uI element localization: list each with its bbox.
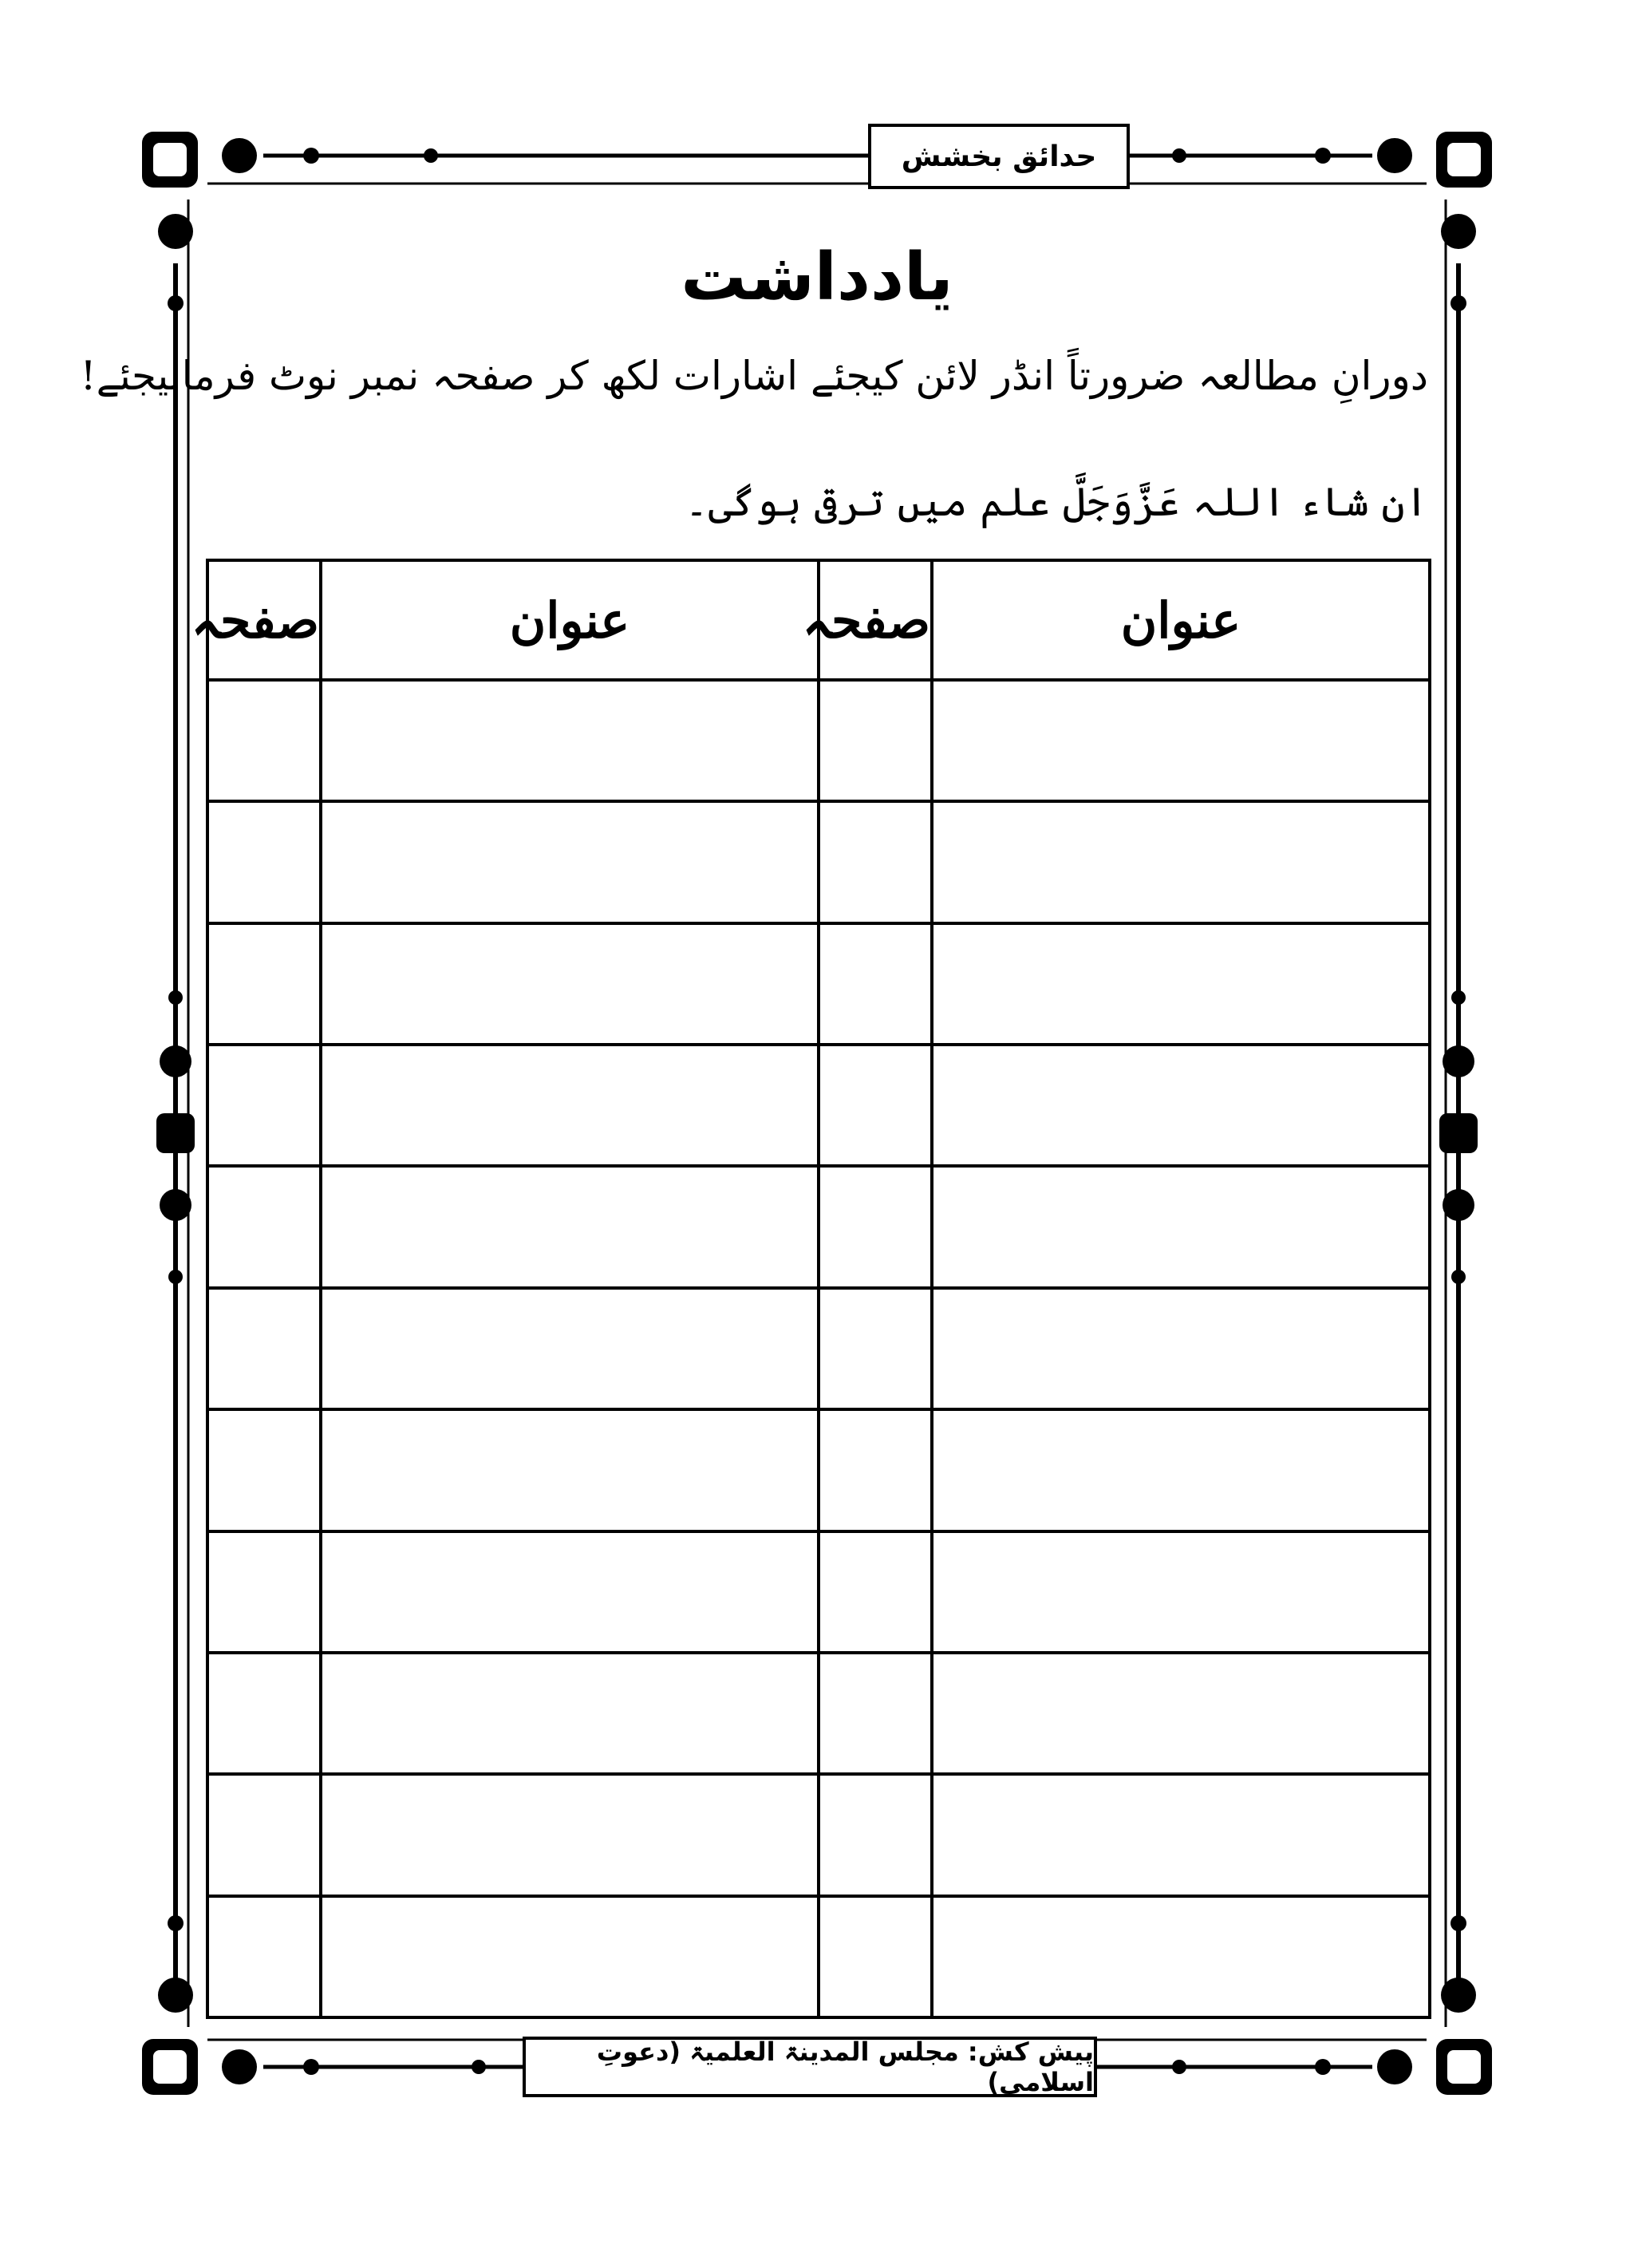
table-cell[interactable] <box>321 1045 819 1166</box>
table-cell[interactable] <box>819 680 932 801</box>
table-row <box>207 1166 1430 1287</box>
table-cell[interactable] <box>819 1896 932 2017</box>
table-cell[interactable] <box>321 801 819 923</box>
table-cell[interactable] <box>819 1531 932 1653</box>
table-row <box>207 1045 1430 1166</box>
table-cell[interactable] <box>819 1288 932 1409</box>
table-cell[interactable] <box>321 1774 819 1895</box>
column-header-page-right: صفحہ <box>819 560 932 680</box>
table-cell[interactable] <box>321 680 819 801</box>
table-cell[interactable] <box>207 1288 321 1409</box>
column-header-page-left: صفحہ <box>207 560 321 680</box>
table-cell[interactable] <box>932 1166 1430 1287</box>
table-cell[interactable] <box>321 1409 819 1531</box>
table-cell[interactable] <box>932 680 1430 801</box>
table-cell[interactable] <box>932 1531 1430 1653</box>
table-cell[interactable] <box>932 923 1430 1045</box>
table-cell[interactable] <box>207 1531 321 1653</box>
column-header-title-left: عنوان <box>321 560 819 680</box>
table-row <box>207 1288 1430 1409</box>
table-cell[interactable] <box>321 1653 819 1774</box>
publisher-box: پیش کش: مجلس المدینۃ العلمیۃ (دعوتِ اسلامی) <box>523 2037 1097 2097</box>
page-title: یادداشت <box>681 239 953 315</box>
table-cell[interactable] <box>207 1774 321 1895</box>
table-cell[interactable] <box>207 1896 321 2017</box>
table-cell[interactable] <box>932 1288 1430 1409</box>
table-cell[interactable] <box>932 1045 1430 1166</box>
table-header-row <box>207 560 1430 680</box>
book-title-box: حدائق بخشش <box>868 124 1130 189</box>
table-cell[interactable] <box>819 923 932 1045</box>
table-row <box>207 1653 1430 1774</box>
table-body <box>207 680 1430 2017</box>
table-cell[interactable] <box>321 923 819 1045</box>
instruction-line-1: دورانِ مطالعہ ضرورتاً انڈر لائن کیجئے اشارات لکھ کر صفحہ نمبر نوٹ فرمالیجئے! <box>80 353 1428 399</box>
table-cell[interactable] <box>207 923 321 1045</box>
table-cell[interactable] <box>207 1653 321 1774</box>
table-cell[interactable] <box>207 1409 321 1531</box>
table-row <box>207 680 1430 801</box>
column-header-title-right: عنوان <box>932 560 1430 680</box>
table-cell[interactable] <box>207 801 321 923</box>
table-row <box>207 1896 1430 2017</box>
table-cell[interactable] <box>207 680 321 801</box>
table-cell[interactable] <box>932 1774 1430 1895</box>
table-cell[interactable] <box>819 1653 932 1774</box>
table-cell[interactable] <box>819 1774 932 1895</box>
table-row <box>207 801 1430 923</box>
table-cell[interactable] <box>321 1531 819 1653</box>
table-row <box>207 1409 1430 1531</box>
table-cell[interactable] <box>207 1045 321 1166</box>
table-cell[interactable] <box>321 1166 819 1287</box>
table-cell[interactable] <box>819 1045 932 1166</box>
table-cell[interactable] <box>819 801 932 923</box>
table-cell[interactable] <box>207 1166 321 1287</box>
table-cell[interactable] <box>932 1896 1430 2017</box>
table-cell[interactable] <box>321 1896 819 2017</box>
table-cell[interactable] <box>932 801 1430 923</box>
table-cell[interactable] <box>932 1653 1430 1774</box>
table-cell[interactable] <box>932 1409 1430 1531</box>
table-cell[interactable] <box>819 1409 932 1531</box>
instruction-line-2: ان شاء اللہ عَزَّوَجَلَّ علم میں ترقی ہوگی۔ <box>685 479 1428 525</box>
table-cell[interactable] <box>321 1288 819 1409</box>
table-row <box>207 1774 1430 1895</box>
notes-table <box>191 559 1431 2019</box>
table-row <box>207 923 1430 1045</box>
table-cell[interactable] <box>819 1166 932 1287</box>
table-row <box>207 1531 1430 1653</box>
